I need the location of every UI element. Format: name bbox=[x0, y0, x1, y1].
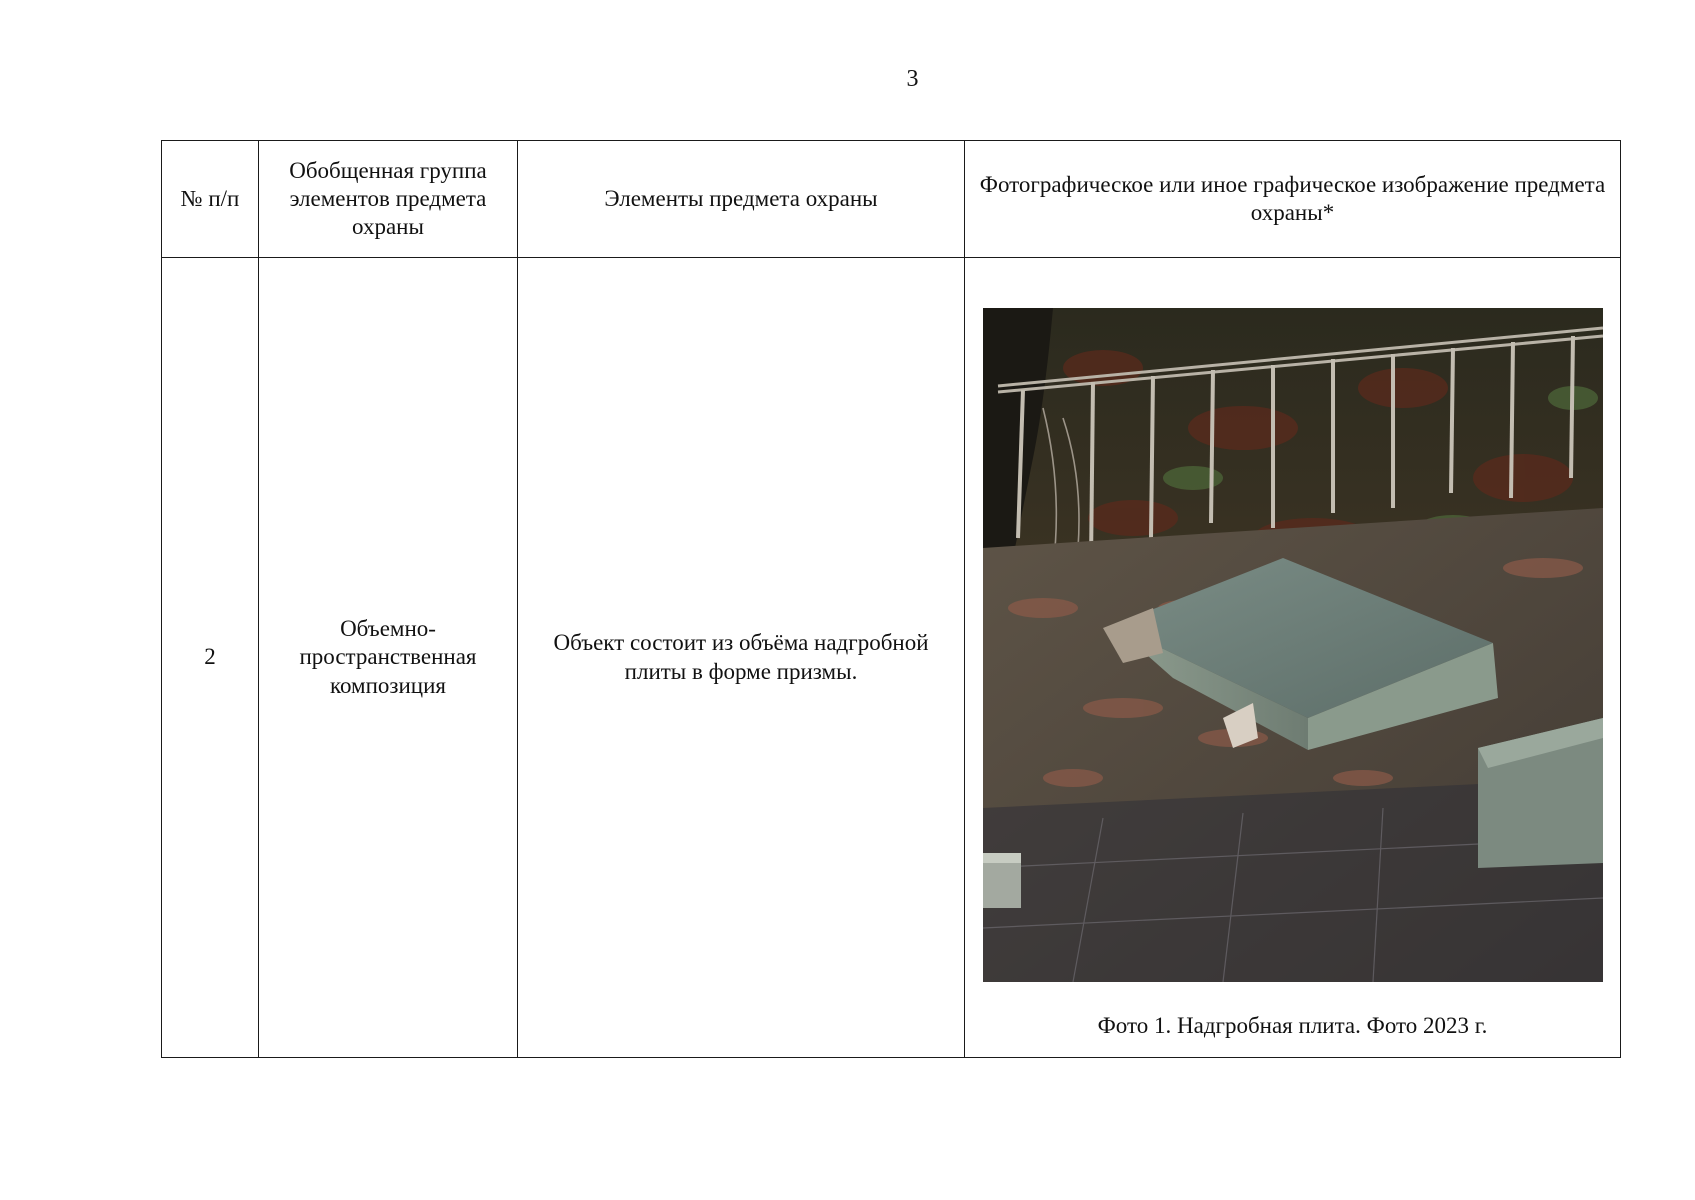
tombstone-photo bbox=[983, 308, 1603, 982]
protection-table bbox=[161, 140, 1621, 1058]
header-number: № п/п bbox=[162, 141, 259, 258]
photo-caption: Фото 1. Надгробная плита. Фото 2023 г. bbox=[1097, 1012, 1488, 1038]
page-number: 3 bbox=[906, 66, 919, 92]
tombstone-photo-image bbox=[983, 308, 1603, 982]
header-image: Фотографическое или иное графическое изображение предмета охраны* bbox=[965, 141, 1621, 258]
header-group: Обобщенная группа элементов предмета охраны bbox=[259, 141, 518, 258]
row-photo-cell bbox=[965, 258, 1621, 1058]
row-elements-text: Объект состоит из объёма надгробной плиты в форме призмы. bbox=[553, 630, 929, 684]
header-elements: Элементы предмета охраны bbox=[518, 141, 965, 258]
row-group: Объемно-пространственная композиция bbox=[259, 258, 518, 1058]
table-row bbox=[162, 258, 1621, 1058]
row-elements bbox=[518, 258, 965, 1058]
table-header-row bbox=[162, 141, 1621, 258]
row-number: 2 bbox=[162, 258, 259, 1058]
